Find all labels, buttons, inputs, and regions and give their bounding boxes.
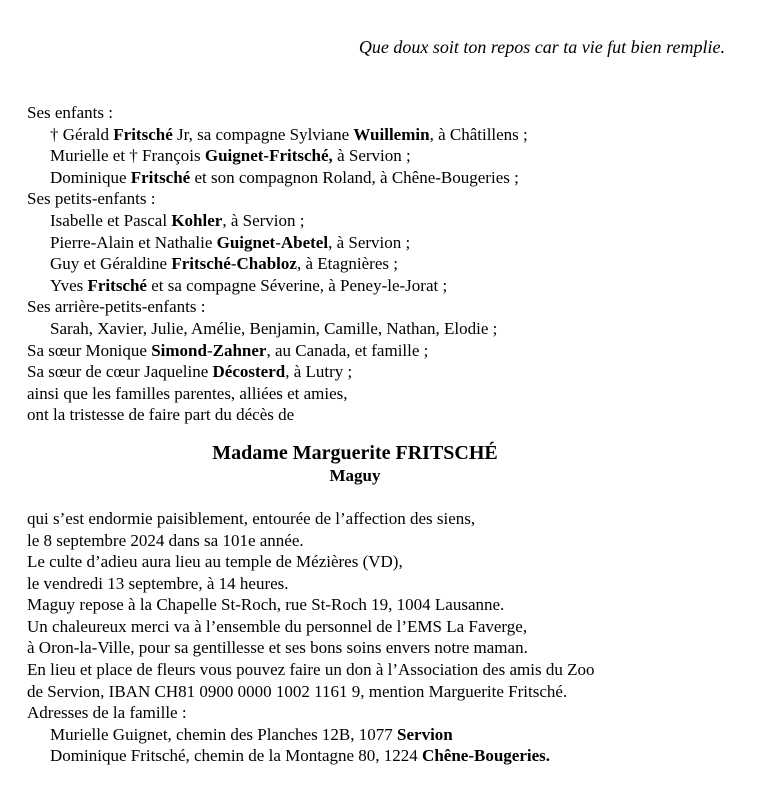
details-line (27, 745, 717, 767)
text-segment: ainsi que les familles parentes, alliées et amies, (27, 383, 348, 403)
announcement-line (27, 296, 707, 318)
text-segment: Pierre-Alain et Nathalie (50, 232, 217, 252)
announcement-line (27, 253, 707, 275)
details-line (27, 573, 717, 595)
text-segment: , à Etagnières ; (296, 254, 398, 274)
announcement-line (27, 383, 707, 405)
text-segment: Ses arrière-petits-enfants : (27, 297, 206, 317)
announcement-line (27, 404, 707, 426)
announcement-line (27, 102, 707, 124)
text-segment: , à Servion ; (328, 232, 411, 252)
text-segment: le vendredi 13 septembre, à 14 heures. (27, 573, 289, 593)
text-segment: Ses enfants : (27, 103, 113, 122)
text-segment: Guy et Géraldine (50, 254, 172, 274)
text-segment: Ses petits-enfants : (27, 189, 156, 209)
text-segment: Yves (50, 275, 88, 295)
announcement-line (27, 318, 707, 340)
text-segment: Guignet-Fritsché, (204, 146, 333, 166)
announcement-line (27, 232, 707, 254)
text-segment: qui s’est endormie paisiblement, entourée de l’affection des siens, (27, 508, 476, 528)
funeral-details (27, 508, 717, 767)
announcement-line (27, 145, 707, 167)
announcement-line (27, 188, 707, 210)
text-segment: à Oron-la-Ville, pour sa gentillesse et ses bons soins envers notre maman. (27, 638, 528, 658)
text-segment: Adresses de la famille : (27, 703, 187, 723)
text-segment: Le culte d’adieu aura lieu au temple de Mézières (VD), (27, 552, 403, 572)
text-segment: - (230, 254, 237, 274)
announcement-line (27, 210, 707, 232)
family-announcement (27, 102, 707, 426)
text-segment: Fritsché (113, 124, 173, 144)
deceased-title-block (27, 441, 683, 486)
text-segment: Servion (397, 724, 453, 744)
text-segment: Kohler (171, 210, 223, 230)
text-segment: Sa sœur Monique (27, 340, 152, 360)
details-line (27, 594, 717, 616)
text-segment: Abetel (280, 232, 329, 252)
text-segment: Murielle et † François (50, 146, 205, 166)
text-segment: Un chaleureux merci va à l’ensemble du personnel de l’EMS La Faverge, (27, 616, 528, 636)
text-segment: , au Canada, et famille ; (266, 340, 429, 360)
announcement-line (27, 340, 707, 362)
text-segment: Guignet (216, 232, 276, 252)
text-segment: de Servion, IBAN CH81 0900 0000 1002 1161 9, mention Marguerite Fritsché. (27, 681, 568, 701)
details-line (27, 724, 717, 746)
text-segment: Simond (151, 340, 207, 360)
details-line (27, 530, 717, 552)
text-segment: Maguy repose à la Chapelle St-Roch, rue St-Roch 19, 1004 Lausanne. (27, 595, 505, 615)
text-segment: ont la tristesse de faire part du décès de (27, 405, 295, 425)
text-segment: Fritsché (130, 167, 191, 187)
text-segment: à Servion ; (332, 146, 411, 166)
text-segment: Chabloz (236, 254, 297, 274)
text-segment: Sa sœur de cœur Jaqueline (27, 362, 213, 382)
text-segment: , à Servion ; (222, 210, 305, 230)
text-segment: † Gérald (50, 124, 114, 144)
text-segment: et son compagnon Roland, à Chêne-Bougeries ; (190, 167, 519, 187)
details-line (27, 659, 717, 681)
details-line (27, 616, 717, 638)
epigraph-quote: Que doux soit ton repos car ta vie fut bien remplie. (358, 37, 725, 57)
deceased-nickname: Maguy (329, 465, 381, 485)
text-segment: Dominique (50, 167, 131, 187)
text-segment: Dominique Fritsché, chemin de la Montagne 80, 1224 (50, 746, 423, 766)
text-segment: Jr, sa compagne Sylviane (172, 124, 354, 144)
text-segment: Sarah, Xavier, Julie, Amélie, Benjamin, Camille, Nathan, Elodie ; (50, 318, 498, 338)
text-segment: Wuillemin (353, 124, 430, 144)
text-segment: , à Lutry ; (285, 362, 353, 382)
text-segment: En lieu et place de fleurs vous pouvez faire un don à l’Association des amis du Zoo (27, 660, 595, 680)
text-segment: Fritsché (171, 254, 231, 274)
text-segment: - (206, 340, 213, 360)
text-segment: - (275, 232, 281, 252)
text-segment: , à Châtillens ; (429, 124, 528, 144)
details-line (27, 702, 717, 724)
announcement-line (27, 361, 707, 383)
announcement-line (27, 275, 707, 297)
text-segment: et sa compagne Séverine, à Peney-le-Jorat ; (146, 275, 448, 295)
text-segment: Murielle Guignet, chemin des Planches 12B, 1077 (50, 724, 398, 744)
text-segment: Chêne-Bougeries. (422, 746, 551, 766)
text-segment: Isabelle et Pascal (50, 210, 172, 230)
text-segment: Fritsché (87, 275, 147, 295)
text-segment: le 8 septembre 2024 dans sa 101e année. (27, 530, 304, 550)
announcement-line (27, 167, 707, 189)
details-line (27, 551, 717, 573)
text-segment: Zahner (212, 340, 267, 360)
text-segment: Décosterd (212, 362, 286, 382)
announcement-line (27, 124, 707, 146)
details-line (27, 508, 717, 530)
details-line (27, 681, 717, 703)
deceased-name: Madame Marguerite FRITSCHÉ (212, 441, 498, 464)
details-line (27, 637, 717, 659)
